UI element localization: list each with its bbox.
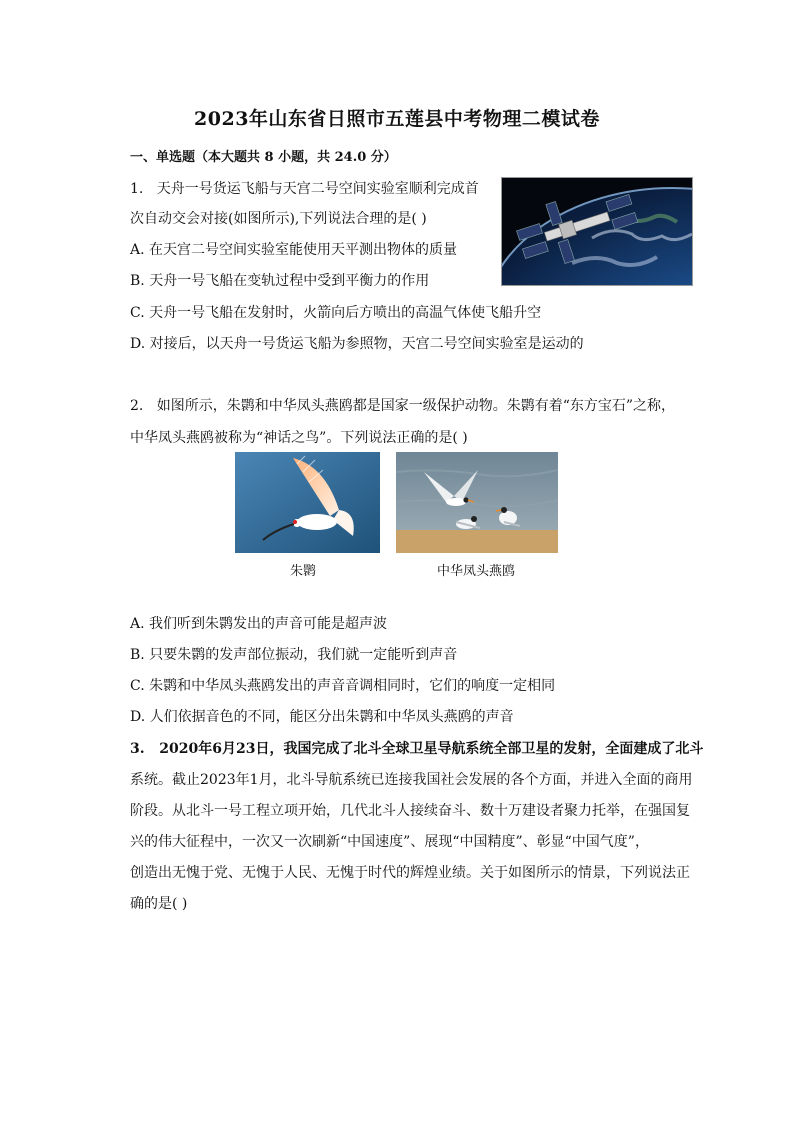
option-label: A. (130, 242, 145, 258)
tern-figure (396, 452, 558, 557)
space-station-image (502, 178, 692, 285)
option-label: D. (130, 709, 146, 725)
q3-line1 (130, 738, 703, 758)
option-label: B. (130, 273, 145, 289)
q3-line5: 创造出无愧于党、无愧于人民、无愧于时代的辉煌业绩。关于如图所示的情景，下列说法正 (130, 865, 690, 881)
exam-title: 2023年山东省日照市五莲县中考物理二模试卷 (194, 108, 600, 130)
option-text: 只要朱鹮的发声部位振动，我们就一定能听到声音 (149, 647, 458, 663)
option-label: D. (130, 336, 146, 352)
q1-stem-line2: 次自动交会对接(如图所示),下列说法合理的是( ) (130, 211, 427, 227)
q1-option-a (130, 239, 457, 259)
option-text: 朱鹮和中华凤头燕鸥发出的声音音调相同时，它们的响度一定相同 (149, 678, 556, 694)
q2-option-b (130, 644, 457, 664)
q1-option-c (130, 302, 541, 322)
q2-option-a (130, 613, 387, 633)
q1-stem-text1: 天舟一号货运飞船与天宫二号空间实验室顺利完成首 (156, 181, 479, 197)
q3-text1: 2020年6月23日，我国完成了北斗全球卫星导航系统全部卫星的发射，全面建成了北斗 (159, 741, 704, 757)
q1-option-b (130, 270, 429, 290)
q1-option-d (130, 333, 584, 353)
option-text: 天舟一号飞船在变轨过程中受到平衡力的作用 (149, 273, 430, 289)
crested-ibis-image (235, 452, 380, 553)
caption-tern: 中华凤头燕鸥 (437, 564, 516, 579)
option-label: C. (130, 305, 145, 321)
q1-number: 1. (130, 181, 144, 197)
q2-stem-text1: 如图所示，朱鹮和中华凤头燕鸥都是国家一级保护动物。朱鹮有着“东方宝石”之称， (156, 398, 676, 414)
crested-ibis-figure (235, 452, 380, 557)
option-text: 在天宫二号空间实验室能使用天平测出物体的质量 (149, 242, 458, 258)
option-text: 人们依据音色的不同，能区分出朱鹮和中华凤头燕鸥的声音 (149, 709, 514, 725)
option-text: 天舟一号飞船在发射时，火箭向后方喷出的高温气体使飞船升空 (149, 305, 542, 321)
q2-number: 2. (130, 398, 144, 414)
space-station-figure (501, 177, 693, 286)
q3-line2: 系统。截止2023年1月，北斗导航系统已连接我国社会发展的各个方面，并进入全面的商用 (130, 772, 693, 788)
option-text: 对接后，以天舟一号货运飞船为参照物，天宫二号空间实验室是运动的 (149, 336, 584, 352)
q2-stem-line1 (130, 395, 675, 415)
q3-line6: 确的是( ) (130, 896, 188, 912)
tern-image (396, 452, 558, 553)
q2-stem-line2: 中华凤头燕鸥被称为“神话之鸟”。下列说法正确的是( ) (130, 430, 468, 446)
q3-number: 3. (130, 741, 145, 757)
q2-option-d (130, 706, 514, 726)
q3-line3: 阶段。从北斗一号工程立项开始，几代北斗人接续奋斗、数十万建设者聚力托举，在强国复 (130, 803, 690, 819)
option-text: 我们听到朱鹮发出的声音可能是超声波 (149, 616, 388, 632)
q1-stem-line1 (130, 178, 479, 198)
section-heading: 一、单选题（本大题共 8 小题，共 24.0 分） (130, 150, 397, 165)
caption-crested-ibis: 朱鹮 (290, 564, 317, 579)
option-label: A. (130, 616, 145, 632)
option-label: C. (130, 678, 145, 694)
option-label: B. (130, 647, 145, 663)
q3-line4: 兴的伟大征程中，一次又一次刷新“中国速度”、展现“中国精度”、彰显“中国气度”， (130, 834, 649, 850)
q2-option-c (130, 675, 555, 695)
